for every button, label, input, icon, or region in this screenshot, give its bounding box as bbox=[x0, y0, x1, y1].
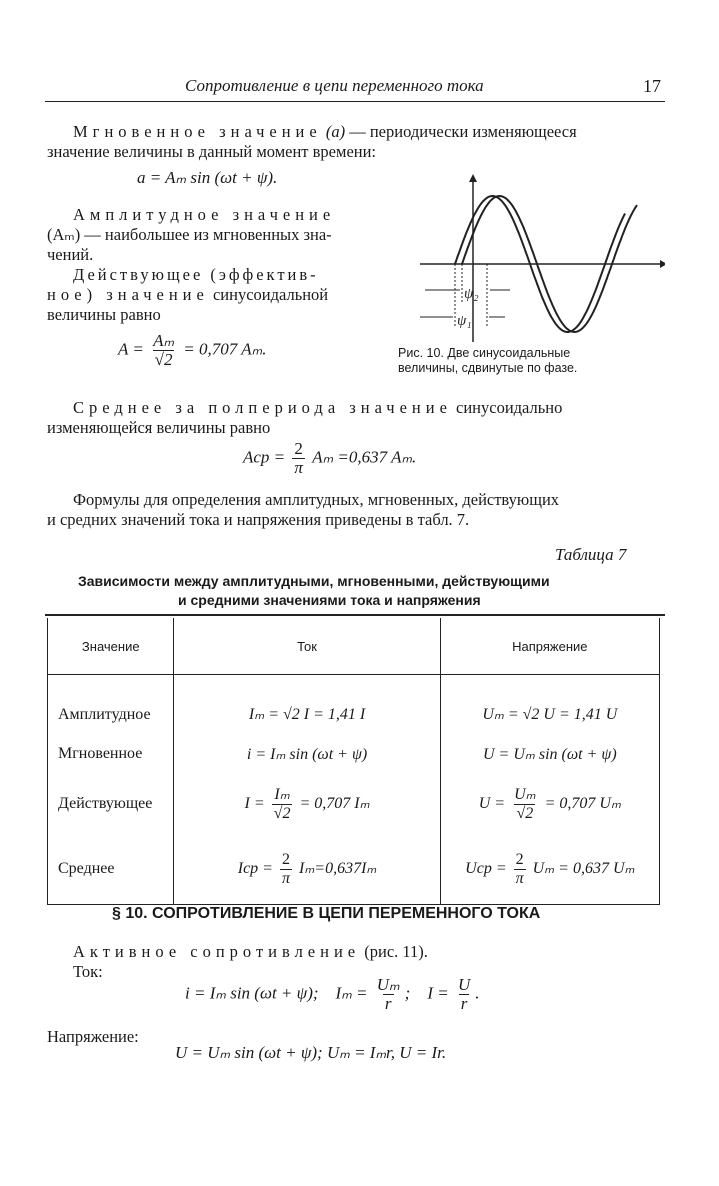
current-formula-3-den: r bbox=[460, 994, 468, 1013]
figure-caption-line2: величины, сдвинутые по фазе. bbox=[398, 361, 578, 375]
row-current-lhs: I = bbox=[244, 794, 265, 812]
table-row bbox=[48, 675, 660, 735]
row-current-den: √2 bbox=[273, 804, 291, 822]
instant-paragraph bbox=[73, 122, 665, 142]
effective-line2-a: ное) значение bbox=[47, 285, 209, 304]
effective-line3: величины равно bbox=[47, 305, 161, 324]
average-term: Среднее за полпериода значение bbox=[73, 398, 452, 417]
header-value: Значение bbox=[48, 618, 174, 675]
figure-10-diagram bbox=[415, 172, 665, 347]
row-current-rhs: Iₘ=0,637Iₘ bbox=[298, 859, 377, 877]
row-current-rhs: = 0,707 Iₘ bbox=[299, 794, 370, 812]
section-heading: § 10. СОПРОТИВЛЕНИЕ В ЦЕПИ ПЕРЕМЕННОГО ТОКА bbox=[112, 905, 541, 922]
average-lhs: Aср = bbox=[243, 447, 286, 467]
current-formula-2-den: r bbox=[384, 994, 392, 1013]
effective-den: √2 bbox=[154, 350, 173, 369]
effective-fraction bbox=[151, 332, 176, 369]
instant-term: Мгновенное значение bbox=[73, 122, 322, 141]
row-voltage bbox=[440, 834, 659, 905]
current-formula-2-num: Uₘ bbox=[376, 975, 400, 994]
row-voltage-rhs: = 0,707 Uₘ bbox=[544, 794, 621, 812]
row-voltage: Uₘ = √2 U = 1,41 U bbox=[440, 675, 659, 735]
active-paragraph bbox=[73, 942, 428, 962]
y-axis-arrow bbox=[469, 174, 477, 182]
row-voltage-fraction bbox=[512, 786, 538, 823]
current-formula-2-lhs: Iₘ = bbox=[335, 983, 368, 1003]
row-name: Среднее bbox=[48, 834, 174, 905]
row-name: Амплитудное bbox=[48, 675, 174, 735]
running-title: Сопротивление в цепи переменного тока bbox=[185, 76, 484, 95]
row-name: Действующее bbox=[48, 774, 174, 834]
amplitude-line3: чений. bbox=[47, 245, 94, 264]
effective-term: Действующее (эффектив- bbox=[73, 265, 319, 284]
psi2-label: ψ₂ bbox=[464, 286, 479, 302]
average-fraction bbox=[292, 440, 305, 477]
row-voltage-rhs: Uₘ = 0,637 Uₘ bbox=[532, 859, 635, 877]
table-row bbox=[48, 834, 660, 905]
row-voltage-num: 2 bbox=[515, 850, 524, 868]
effective-rhs: = 0,707 Aₘ. bbox=[183, 339, 267, 359]
row-voltage bbox=[440, 774, 659, 834]
current-formula-1: i = Iₘ sin (ωt + ψ); bbox=[185, 983, 319, 1003]
table-7 bbox=[47, 618, 660, 905]
row-name: Мгновенное bbox=[48, 734, 174, 774]
figure-caption bbox=[398, 346, 666, 376]
active-term: Активное сопротивление bbox=[73, 942, 361, 961]
effective-line2-b: синусоидальной bbox=[212, 285, 329, 304]
row-voltage-lhs: U = bbox=[478, 794, 506, 812]
voltage-label: Напряжение: bbox=[47, 1027, 139, 1046]
average-paragraph bbox=[73, 398, 665, 418]
row-current-lhs: Iср = bbox=[237, 859, 273, 877]
table-title-line1: Зависимости между амплитудными, мгновенными, действующими bbox=[78, 573, 550, 589]
table-row bbox=[48, 734, 660, 774]
active-ref: (рис. 11). bbox=[364, 942, 428, 961]
table-row bbox=[48, 774, 660, 834]
instant-text1: — периодически изменяющееся bbox=[345, 122, 577, 141]
row-current-fraction bbox=[272, 786, 293, 823]
average-text1: синусоидально bbox=[456, 398, 563, 417]
current-formula-3-fraction bbox=[456, 976, 472, 1013]
effective-lhs: A = bbox=[118, 339, 144, 359]
row-voltage-den: π bbox=[515, 869, 524, 887]
formulas-note-line2: и средних значений тока и напряжения приведены в табл. 7. bbox=[47, 510, 470, 529]
amplitude-line2: (Aₘ) — наибольшее из мгновенных зна- bbox=[47, 225, 332, 244]
table-header-row bbox=[48, 618, 660, 675]
row-current bbox=[174, 834, 440, 905]
formulas-note-line1: Формулы для определения амплитудных, мгновенных, действующих bbox=[73, 490, 560, 509]
table-title-line2: и средними значениями тока и напряжения bbox=[178, 592, 481, 608]
effective-num: Aₘ bbox=[153, 331, 175, 350]
instant-line2: значение величины в данный момент времени: bbox=[47, 142, 377, 161]
x-axis-arrow bbox=[660, 260, 665, 268]
row-current: Iₘ = √2 I = 1,41 I bbox=[174, 675, 440, 735]
row-current-den: π bbox=[281, 869, 290, 887]
current-formulas: i = Iₘ sin (ωt + ψ); Iₘ = $\frac{\text{Uₘ}}{r}$ ; I = $\frac{U}{r}$ . bbox=[185, 975, 480, 1013]
row-current-num: 2 bbox=[281, 850, 290, 868]
instant-formula: a = Aₘ sin (ωt + ψ). bbox=[137, 168, 278, 187]
row-current bbox=[174, 774, 440, 834]
amplitude-term: Амплитудное значение bbox=[73, 205, 336, 224]
average-num: 2 bbox=[294, 439, 303, 458]
instant-symbol: (a) bbox=[325, 122, 346, 141]
table-top-rule bbox=[45, 614, 665, 616]
row-voltage-den: √2 bbox=[516, 804, 534, 822]
row-voltage-lhs: Uср = bbox=[465, 859, 507, 877]
row-current-num: Iₘ bbox=[274, 785, 290, 803]
figure-caption-line1: Рис. 10. Две синусоидальные bbox=[398, 346, 571, 360]
average-formula bbox=[243, 440, 416, 477]
average-line2: изменяющейся величины равно bbox=[47, 418, 271, 437]
average-rhs: Aₘ =0,637 Aₘ. bbox=[312, 447, 417, 467]
row-voltage-num: Uₘ bbox=[514, 785, 536, 803]
header-current: Ток bbox=[174, 618, 440, 675]
current-formula-3-lhs: I = bbox=[427, 983, 449, 1003]
effective-line2 bbox=[47, 285, 328, 305]
effective-formula bbox=[118, 332, 266, 369]
current-label: Ток: bbox=[73, 962, 103, 981]
current-formula-2-fraction bbox=[375, 976, 402, 1013]
header-voltage: Напряжение bbox=[440, 618, 659, 675]
average-den: π bbox=[294, 458, 303, 477]
psi1-label: ψ₁ bbox=[457, 313, 472, 329]
voltage-formula: U = Uₘ sin (ωt + ψ); Uₘ = Iₘr, U = Ir. bbox=[175, 1043, 447, 1062]
header-rule bbox=[45, 101, 665, 102]
row-voltage-fraction bbox=[514, 851, 526, 888]
row-current: i = Iₘ sin (ωt + ψ) bbox=[174, 734, 440, 774]
table-label: Таблица 7 bbox=[555, 545, 627, 564]
current-formula-3-num: U bbox=[457, 975, 471, 994]
row-voltage: U = Uₘ sin (ωt + ψ) bbox=[440, 734, 659, 774]
page-number: 17 bbox=[643, 76, 661, 96]
row-current-fraction bbox=[280, 851, 292, 888]
